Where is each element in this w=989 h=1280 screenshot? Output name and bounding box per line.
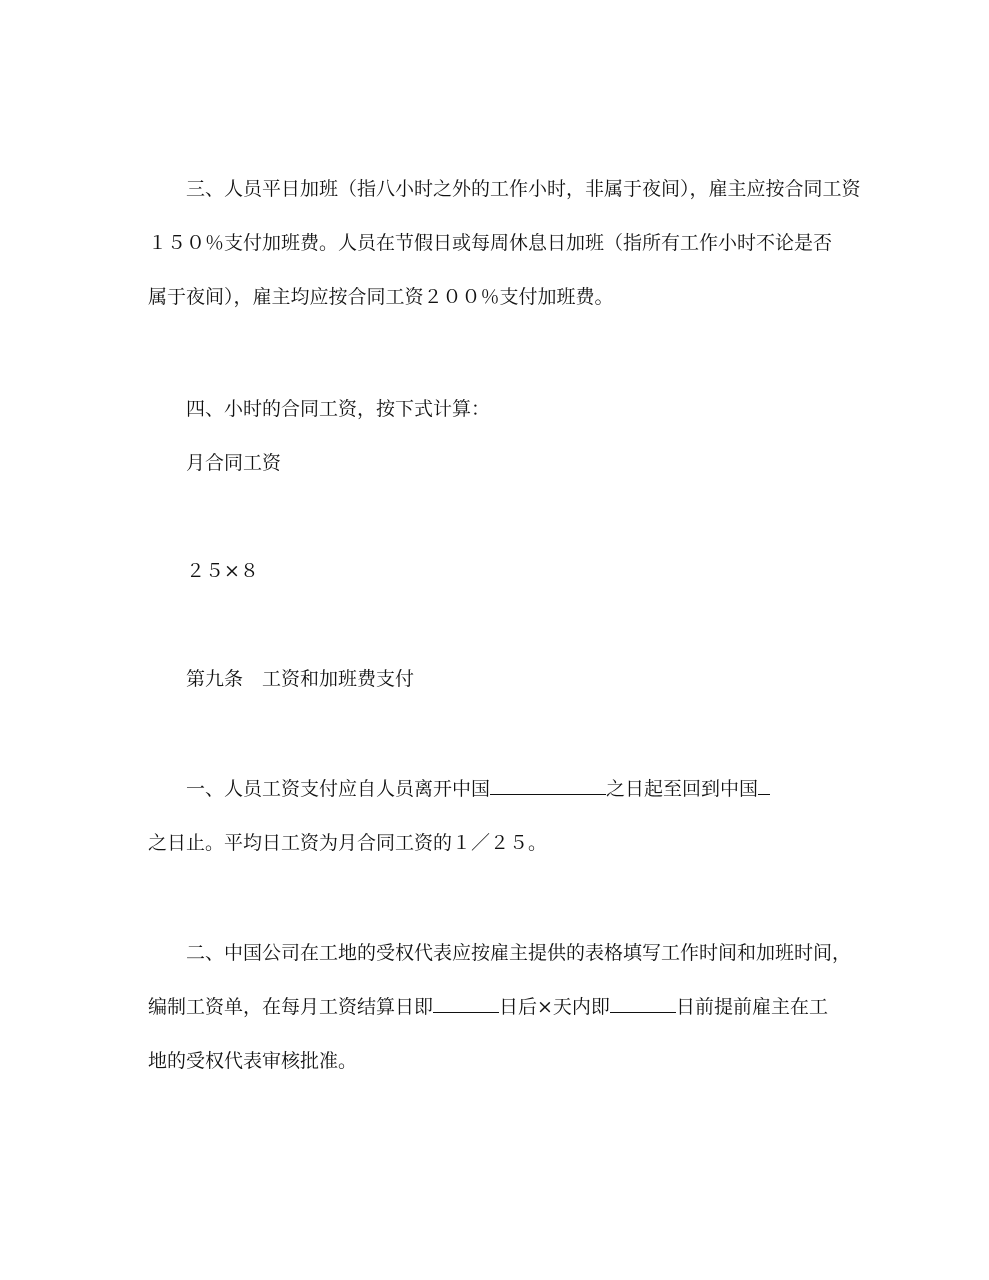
blank-departure-date[interactable]	[490, 776, 606, 795]
para-1-text-a: 一、人员工资支付应自人员离开中国	[186, 778, 491, 800]
para-2-text-b: 日后×天内即	[499, 996, 610, 1018]
para-1-line-2: 之日止。平均日工资为月合同工资的１／２５。	[148, 832, 548, 854]
para-2-line-3: 地的受权代表审核批准。	[148, 1050, 358, 1072]
formula-numerator: 月合同工资	[186, 452, 282, 474]
para-2-line-1: 二、中国公司在工地的受权代表应按雇主提供的表格填写工作时间和加班时间，	[186, 942, 852, 964]
para-2-text-a: 编制工资单，在每月工资结算日即	[148, 996, 434, 1018]
clause-3-line-2: １５０％支付加班费。人员在节假日或每周休息日加班（指所有工作小时不论是否	[148, 232, 833, 254]
clause-3-line-3: 属于夜间），雇主均应按合同工资２００％支付加班费。	[148, 286, 614, 308]
blank-deadline-day[interactable]	[610, 994, 676, 1013]
para-2-line-2	[148, 994, 828, 1020]
para-1-line-1	[186, 776, 770, 802]
para-1-text-b: 之日起至回到中国	[606, 778, 759, 800]
blank-return-date[interactable]	[758, 776, 770, 795]
blank-settlement-day[interactable]	[433, 994, 499, 1013]
clause-4-heading: 四、小时的合同工资，按下式计算：	[186, 398, 491, 420]
formula-denominator: ２５×８	[186, 560, 259, 582]
article-9-title: 第九条 工资和加班费支付	[186, 668, 415, 690]
clause-3-line-1: 三、人员平日加班（指八小时之外的工作小时，非属于夜间），雇主应按合同工资	[186, 178, 861, 200]
para-2-text-c: 日前提前雇主在工	[675, 996, 828, 1018]
